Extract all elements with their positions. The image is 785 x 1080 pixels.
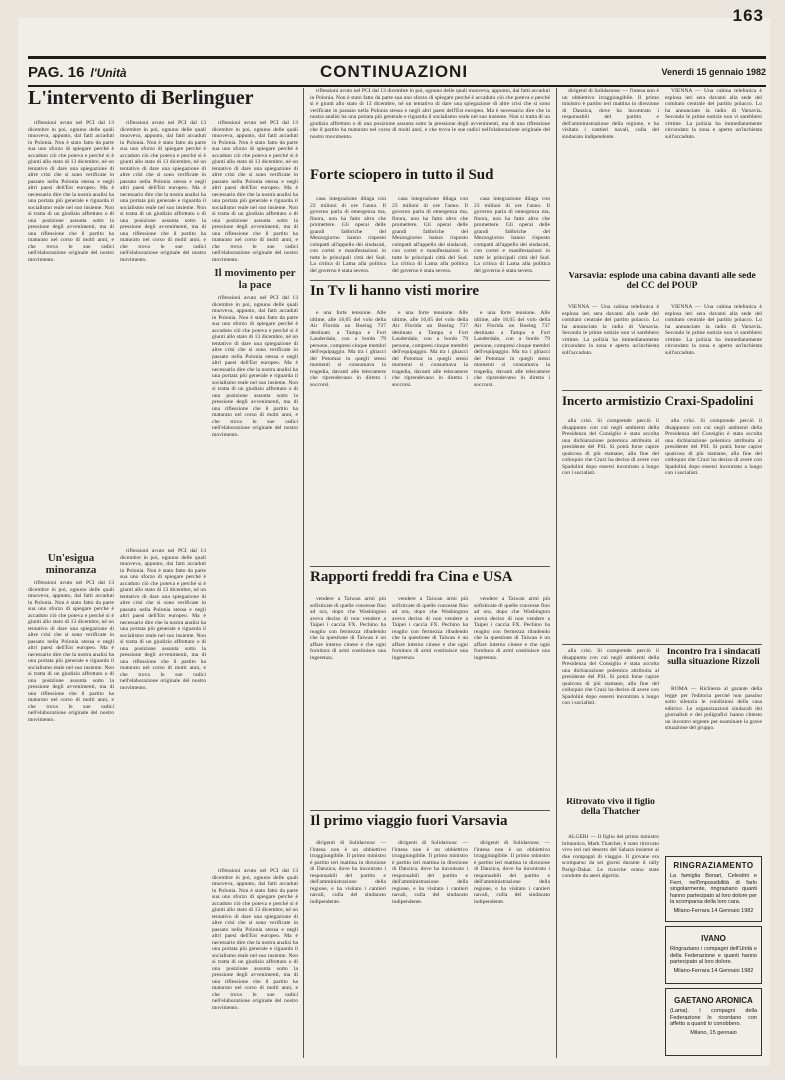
- right-top-col-1: [562, 88, 659, 268]
- rizzoli-headline: Incontro fra i sindacati sulla situazione Rizzoli: [666, 648, 761, 667]
- viaggio-body-cont: dirigenti di Solidarnosc — l'intesa non è un obbiettivo irraggiungibile. Il primo ministro è partito ieri mattina in direzione di Danzica, dove ha incontrato i responsabili del partito e dell'amministrazione della regione, e ha visitato i cantieri navali, culla del sindacato indipendente.: [392, 840, 468, 905]
- viaggio-headline: Il primo viaggio fuori Varsavia: [310, 814, 508, 829]
- armistizio-body-cont-2: alla crisi. Si comprende perciò il disappunto con cui negli ambienti della Presidenza del Consiglio è stata accolta una dichiarazione polemica attribuita al presidente del PSI. Si potrà forse capire qualcosa di più stamane, alla fine del colloquio che Craxi ha deciso di avere con Spadolini dopo essersi incontrato a lungo con i socialisti.: [562, 648, 659, 706]
- berlinguer-col-2b: [120, 548, 206, 1058]
- sciopero-body-cont: casa integrazione dilaga con 23 milioni di ore l'anno. Il governo parla di emergenza ma, finora, non ha fatto altro che promettere. Gli operai delle grandi fabbriche del Mezzogiorno hanno risposto compatti all'appello dei sindacati, con cortei e manifestazioni in tutte le principali città del Sud. La critica di Lama alla politica del governo è stata severa.: [392, 196, 468, 274]
- rule-tv: [310, 280, 550, 281]
- varsavia-col-1: [562, 304, 659, 384]
- rizzoli-article-header: [665, 648, 762, 684]
- cina-article-header: [310, 570, 550, 594]
- cina-col-3: [474, 596, 550, 806]
- newspaper-name: l'Unità: [90, 65, 127, 80]
- sciopero-body-cont-2: casa integrazione dilaga con 23 milioni di ore l'anno. Il governo parla di emergenza ma, finora, non ha fatto altro che promettere. Gli operai delle grandi fabbriche del Mezzogiorno hanno risposto compatti all'appello dei sindacati, con cortei e manifestazioni in tutte le principali città del Sud. La critica di Lama alla politica del governo è stata severa.: [474, 196, 550, 274]
- cina-headline: Rapporti freddi fra Cina e USA: [310, 570, 513, 585]
- ringraziamento-place: Milano-Ferrara 14 Gennaio 1982: [673, 907, 754, 914]
- thatcher-body: ALGERI — Il figlio del primo ministro britannico, Mark Thatcher, è stato ritrovato vivo ieri nel deserto del Sahara insieme ai due compagni di viaggio. Il giovane era scomparso da sei giorni durante il rally Parigi-Dakar. Le ricerche erano state condotte da aerei algerini.: [562, 834, 659, 879]
- armistizio-body: alla crisi. Si comprende perciò il disappunto con cui negli ambienti della Presidenza del Consiglio è stata accolta una dichiarazione polemica attribuita al presidente del PSI. Si potrà forse capire qualcosa di più stamane, alla fine del colloquio che Craxi ha deciso di avere con Spadolini dopo essersi incontrato a lungo con i socialisti.: [562, 418, 659, 476]
- viaggio-col-2: [392, 840, 468, 1058]
- berlinguer-top-body: riflessioni avuto nel PCI dal 13 dicembre in poi, ognuno delle quali muoveva, appunto, dai fatti accaduti in Polonia. Non è stato fatto da parte sua uno sforzo di spiegare perché è accaduto ciò che poteva e perché si è giunti allo stato di 13 dicembre, né un tentativo di dare una spiegazione di altre crisi che si sono verificate in passato nella Polonia stessa e negli altri paesi dell'Est europeo. Ma è necessario dire che la nostra analisi ha una portata più generale e riguarda il socialismo reale nel suo insieme. Non si tratta di un giudizio affrettato o di una posizione assunta sotto la pressione degli avvenimenti, ma di una riflessione che il partito ha maturato nel corso di molti anni, e che trova le sue radici nell'elaborazione originale del nostro movimento.: [310, 88, 550, 140]
- berlinguer-headline: L'intervento di Berlinguer: [28, 88, 254, 109]
- berlinguer-top-cont: [310, 88, 550, 164]
- tv-body-cont-2: e una forte tensione. Alle ultime, alle 16,05 del volo della Air Florida un Boeing 737 destinato a Tampa e Fort Lauderdale, con a bordo 79 persone, compresi cinque membri dell'equipaggio. Ma tra i ghiacci del Potomac in quegli stessi momenti si consumava la tragedia, davanti alle telecamere che riprendevano in diretta i soccorsi.: [474, 310, 550, 388]
- rule-viaggio: [310, 810, 550, 811]
- ivano-name: IVANO: [701, 934, 726, 943]
- thatcher-col: [562, 834, 659, 1058]
- section-title: CONTINUAZIONI: [320, 62, 469, 81]
- sciopero-col-1: [310, 196, 386, 276]
- berlinguer-col-3: [212, 120, 298, 860]
- page-number: PAG. 16: [28, 63, 85, 81]
- right-top-body-2: VIENNA — Una cabina telefonica è esplosa ieri sera davanti alla sede del comitato centrale del partito polacco. Lo ha annunciato la radio di Varsavia. Secondo le prime notizie non vi sarebbero vittime. La polizia ha immediatamente circondato la zona e aperto un'inchiesta sull'accaduto.: [665, 88, 762, 140]
- varsavia-col-2: [665, 304, 762, 384]
- ringraziamento-title: RINGRAZIAMENTO: [673, 861, 754, 870]
- varsavia-article-header: [562, 272, 762, 302]
- berlinguer-body-cont-4: riflessioni avuto nel PCI dal 13 dicembre in poi, ognuno delle quali muoveva, appunto, dai fatti accaduti in Polonia. Non è stato fatto da parte sua uno sforzo di spiegare perché è accaduto ciò che poteva e perché si è giunti allo stato di 13 dicembre, né un tentativo di dare una spiegazione di altre crisi che si sono verificate in passato nella Polonia stessa e negli altri paesi dell'Est europeo. Ma è necessario dire che la nostra analisi ha una portata più generale e riguarda il socialismo reale nel suo insieme. Non si tratta di un giudizio affrettato o di una posizione assunta sotto la pressione degli avvenimenti, ma di una riflessione che il partito ha maturato nel corso di molti anni, e che trova le sue radici nell'elaborazione originale del nostro movimento.: [28, 580, 114, 723]
- berlinguer-body-cont-2: riflessioni avuto nel PCI dal 13 dicembre in poi, ognuno delle quali muoveva, appunto, dai fatti accaduti in Polonia. Non è stato fatto da parte sua uno sforzo di spiegare perché è accaduto ciò che poteva e perché si è giunti allo stato di 13 dicembre, né un tentativo di dare una spiegazione di altre crisi che si sono verificate in passato nella Polonia stessa e negli altri paesi dell'Est europeo. Ma è necessario dire che la nostra analisi ha una portata più generale e riguarda il socialismo reale nel suo insieme. Non si tratta di un giudizio affrettato o di una posizione assunta sotto la pressione degli avvenimenti, ma di una riflessione che il partito ha maturato nel corso di molti anni, e che trova le sue radici nell'elaborazione originale del nostro movimento.: [212, 120, 298, 263]
- ivano-box: [665, 926, 762, 984]
- tv-body: e una forte tensione. Alle ultime, alle 16,05 del volo della Air Florida un Boeing 737 destinato a Tampa e Fort Lauderdale, con a bordo 79 persone, compresi cinque membri dell'equipaggio. Ma tra i ghiacci del Potomac in quegli stessi momenti si consumava la tragedia, davanti alle telecamere che riprendevano in diretta i soccorsi.: [310, 310, 386, 388]
- tv-headline: In Tv li hanno visti morire: [310, 284, 480, 299]
- handwritten-page-number: 163: [732, 6, 764, 25]
- tv-body-cont: e una forte tensione. Alle ultime, alle 16,05 del volo della Air Florida un Boeing 737 destinato a Tampa e Fort Lauderdale, con a bordo 79 persone, compresi cinque membri dell'equipaggio. Ma tra i ghiacci del Potomac in quegli stessi momenti si consumava la tragedia, davanti alle telecamere che riprendevano in diretta i soccorsi.: [392, 310, 468, 388]
- rizzoli-col: [665, 686, 762, 848]
- berlinguer-body-cont-6: riflessioni avuto nel PCI dal 13 dicembre in poi, ognuno delle quali muoveva, appunto, dai fatti accaduti in Polonia. Non è stato fatto da parte sua uno sforzo di spiegare perché è accaduto ciò che poteva e perché si è giunti allo stato di 13 dicembre, né un tentativo di dare una spiegazione di altre crisi che si sono verificate in passato nella Polonia stessa e negli altri paesi dell'Est europeo. Ma è necessario dire che la nostra analisi ha una portata più generale e riguarda il socialismo reale nel suo insieme. Non si tratta di un giudizio affrettato o di una posizione assunta sotto la pressione degli avvenimenti, ma di una riflessione che il partito ha maturato nel corso di molti anni, e che trova le sue radici nell'elaborazione originale del nostro movimento.: [212, 868, 298, 1011]
- berlinguer-body-cont-5: riflessioni avuto nel PCI dal 13 dicembre in poi, ognuno delle quali muoveva, appunto, dai fatti accaduti in Polonia. Non è stato fatto da parte sua uno sforzo di spiegare perché è accaduto ciò che poteva e perché si è giunti allo stato di 13 dicembre, né un tentativo di dare una spiegazione di altre crisi che si sono verificate in passato nella Polonia stessa e negli altri paesi dell'Est europeo. Ma è necessario dire che la nostra analisi ha una portata più generale e riguarda il socialismo reale nel suo insieme. Non si tratta di un giudizio affrettato o di una posizione assunta sotto la pressione degli avvenimenti, ma di una riflessione che il partito ha maturato nel corso di molti anni, e che trova le sue radici nell'elaborazione originale del nostro movimento.: [120, 548, 206, 691]
- tv-col-1: [310, 310, 386, 562]
- tv-col-3: [474, 310, 550, 562]
- thatcher-headline: Ritrovato vivo il figlio della Thatcher: [566, 798, 655, 817]
- right-top-col-2: [665, 88, 762, 268]
- varsavia-body: VIENNA — Una cabina telefonica è esplosa ieri sera davanti alla sede del comitato centrale del partito polacco. Lo ha annunciato la radio di Varsavia. Secondo le prime notizie non vi sarebbero vittime. La polizia ha immediatamente circondato la zona e aperto un'inchiesta sull'accaduto.: [562, 304, 659, 356]
- issue-date: Venerdì 15 gennaio 1982: [661, 67, 766, 77]
- ivano-body: Ringraziano i compagni dell'Unità e della Federazione e quanti hanno partecipato al loro dolore.: [670, 946, 757, 965]
- varsavia-body-cont: VIENNA — Una cabina telefonica è esplosa ieri sera davanti alla sede del comitato centrale del partito polacco. Lo ha annunciato la radio di Varsavia. Secondo le prime notizie non vi sarebbero vittime. La polizia ha immediatamente circondato la zona e aperto un'inchiesta sull'accaduto.: [665, 304, 762, 356]
- armistizio-col-1: [562, 418, 659, 640]
- newspaper-page: [18, 6, 770, 1066]
- viaggio-article-header: [310, 814, 550, 838]
- gaetano-place: Milano, 15 gennaio: [690, 1029, 737, 1036]
- cina-col-1: [310, 596, 386, 806]
- subhead-pace: Il movimento per la pace: [214, 267, 296, 291]
- armistizio-col-3: [562, 648, 659, 793]
- sciopero-body: casa integrazione dilaga con 23 milioni di ore l'anno. Il governo parla di emergenza ma, finora, non ha fatto altro che promettere. Gli operai delle grandi fabbriche del Mezzogiorno hanno risposto compatti all'appello dei sindacati, con cortei e manifestazioni in tutte le principali città del Sud. La critica di Lama alla politica del governo è stata severa.: [310, 196, 386, 274]
- viaggio-body-cont-2: dirigenti di Solidarnosc — l'intesa non è un obbiettivo irraggiungibile. Il primo ministro è partito ieri mattina in direzione di Danzica, dove ha incontrato i responsabili del partito e dell'amministrazione della regione, e ha visitato i cantieri navali, culla del sindacato indipendente.: [474, 840, 550, 905]
- column-rule-2: [556, 88, 557, 1058]
- right-top-body: dirigenti di Solidarnosc — l'intesa non è un obbiettivo irraggiungibile. Il primo ministro è partito ieri mattina in direzione di Danzica, dove ha incontrato i responsabili del partito e dell'amministrazione della regione, e ha visitato i cantieri navali, culla del sindacato indipendente.: [562, 88, 659, 140]
- viaggio-body: dirigenti di Solidarnosc — l'intesa non è un obbiettivo irraggiungibile. Il primo ministro è partito ieri mattina in direzione di Danzica, dove ha incontrato i responsabili del partito e dell'amministrazione della regione, e ha visitato i cantieri navali, culla del sindacato indipendente.: [310, 840, 386, 905]
- gaetano-box: [665, 988, 762, 1056]
- column-rule: [303, 88, 304, 1058]
- berlinguer-col-1: [28, 120, 114, 540]
- berlinguer-body-cont-3: riflessioni avuto nel PCI dal 13 dicembre in poi, ognuno delle quali muoveva, appunto, dai fatti accaduti in Polonia. Non è stato fatto da parte sua uno sforzo di spiegare perché è accaduto ciò che poteva e perché si è giunti allo stato di 13 dicembre, né un tentativo di dare una spiegazione di altre crisi che si sono verificate in passato nella Polonia stessa e negli altri paesi dell'Est europeo. Ma è necessario dire che la nostra analisi ha una portata più generale e riguarda il socialismo reale nel suo insieme. Non si tratta di un giudizio affrettato o di una posizione assunta sotto la pressione degli avvenimenti, ma di una riflessione che il partito ha maturato nel corso di molti anni, e che trova le sue radici nell'elaborazione originale del nostro movimento.: [212, 295, 298, 438]
- rule-rizzoli: [562, 644, 762, 645]
- berlinguer-col-2: [120, 120, 206, 540]
- armistizio-body-cont: alla crisi. Si comprende perciò il disappunto con cui negli ambienti della Presidenza del Consiglio è stata accolta una dichiarazione polemica attribuita al presidente del PSI. Si potrà forse capire qualcosa di più stamane, alla fine del colloquio che Craxi ha deciso di avere con Spadolini dopo essersi incontrato a lungo con i socialisti.: [665, 418, 762, 476]
- ringraziamento-box: [665, 856, 762, 922]
- thatcher-article-header: [562, 798, 659, 832]
- viaggio-col-3: [474, 840, 550, 1058]
- cina-body: vendere a Taiwan armi più sofisticate di quelle concesse fino ad ora, dopo che Washington aveva deciso di non vendere a Taipei i caccia FX. Pechino ha reagito con fermezza ribadendo che la questione di Taiwan è un affare interno cinese e che ogni fornitura di armi costituisce una ingerenza.: [310, 596, 386, 661]
- rizzoli-body: ROMA — Richiesta al garante della legge per l'editoria perché non passino sotto silenzio le condizioni della casa editrice. Le organizzazioni sindacali dei giornalisti e dei poligrafici hanno chiesto un incontro urgente per esaminare la grave situazione del gruppo.: [665, 686, 762, 731]
- tv-article-header: [310, 284, 550, 308]
- gaetano-name: GAETANO ARONICA: [674, 996, 753, 1005]
- sciopero-article-header: [310, 168, 550, 192]
- armistizio-article-header: [562, 394, 762, 416]
- sciopero-headline: Forte sciopero in tutto il Sud: [310, 168, 494, 183]
- berlinguer-body-cont: riflessioni avuto nel PCI dal 13 dicembre in poi, ognuno delle quali muoveva, appunto, dai fatti accaduti in Polonia. Non è stato fatto da parte sua uno sforzo di spiegare perché è accaduto ciò che poteva e perché si è giunti allo stato di 13 dicembre, né un tentativo di dare una spiegazione di altre crisi che si sono verificate in passato nella Polonia stessa e negli altri paesi dell'Est europeo. Ma è necessario dire che la nostra analisi ha una portata più generale e riguarda il socialismo reale nel suo insieme. Non si tratta di un giudizio affrettato o di una posizione assunta sotto la pressione degli avvenimenti, ma di una riflessione che il partito ha maturato nel corso di molti anni, e che trova le sue radici nell'elaborazione originale del nostro movimento.: [120, 120, 206, 263]
- gaetano-body: (Lama). I compagni della Federazione lo ricordano con affetto a quanti lo conobbero.: [670, 1008, 757, 1027]
- varsavia-headline: Varsavia: esplode una cabina davanti alle sede del CC del POUP: [568, 272, 756, 291]
- cina-col-2: [392, 596, 468, 806]
- berlinguer-col-3b: [212, 868, 298, 1058]
- subhead-minoranza: Un'esigua minoranza: [45, 552, 97, 576]
- sciopero-col-2: [392, 196, 468, 276]
- ringraziamento-body: La famiglia Bonari, Celestini e Ferri, nell'impossibilità di farlo singolarmente, ringraziano quanti hanno partecipato al loro dolore per la scomparsa della loro cara.: [670, 873, 757, 905]
- rule-cina: [310, 566, 550, 567]
- armistizio-col-2: [665, 418, 762, 640]
- berlinguer-col-1b: [28, 548, 114, 1058]
- cina-body-cont: vendere a Taiwan armi più sofisticate di quelle concesse fino ad ora, dopo che Washington aveva deciso di non vendere a Taipei i caccia FX. Pechino ha reagito con fermezza ribadendo che la questione di Taiwan è un affare interno cinese e che ogni fornitura di armi costituisce una ingerenza.: [392, 596, 468, 661]
- cina-body-cont-2: vendere a Taiwan armi più sofisticate di quelle concesse fino ad ora, dopo che Washington aveva deciso di non vendere a Taipei i caccia FX. Pechino ha reagito con fermezza ribadendo che la questione di Taiwan è un affare interno cinese e che ogni fornitura di armi costituisce una ingerenza.: [474, 596, 550, 661]
- tv-col-2: [392, 310, 468, 562]
- armistizio-headline: Incerto armistizio Craxi-Spadolini: [562, 394, 754, 408]
- berlinguer-body: riflessioni avuto nel PCI dal 13 dicembre in poi, ognuno delle quali muoveva, appunto, dai fatti accaduti in Polonia. Non è stato fatto da parte sua uno sforzo di spiegare perché è accaduto ciò che poteva e perché si è giunti allo stato di 13 dicembre, né un tentativo di dare una spiegazione di altre crisi che si sono verificate in passato nella Polonia stessa e negli altri paesi dell'Est europeo. Ma è necessario dire che la nostra analisi ha una portata più generale e riguarda il socialismo reale nel suo insieme. Non si tratta di un giudizio affrettato o di una posizione assunta sotto la pressione degli avvenimenti, ma di una riflessione che il partito ha maturato nel corso di molti anni, e che trova le sue radici nell'elaborazione originale del nostro movimento.: [28, 120, 114, 263]
- ivano-place: Milano-Ferrara 14 Gennaio 1982: [673, 967, 754, 974]
- page-header: [28, 56, 766, 87]
- rule-armistizio: [562, 390, 762, 391]
- sciopero-col-3: [474, 196, 550, 276]
- viaggio-col-1: [310, 840, 386, 1058]
